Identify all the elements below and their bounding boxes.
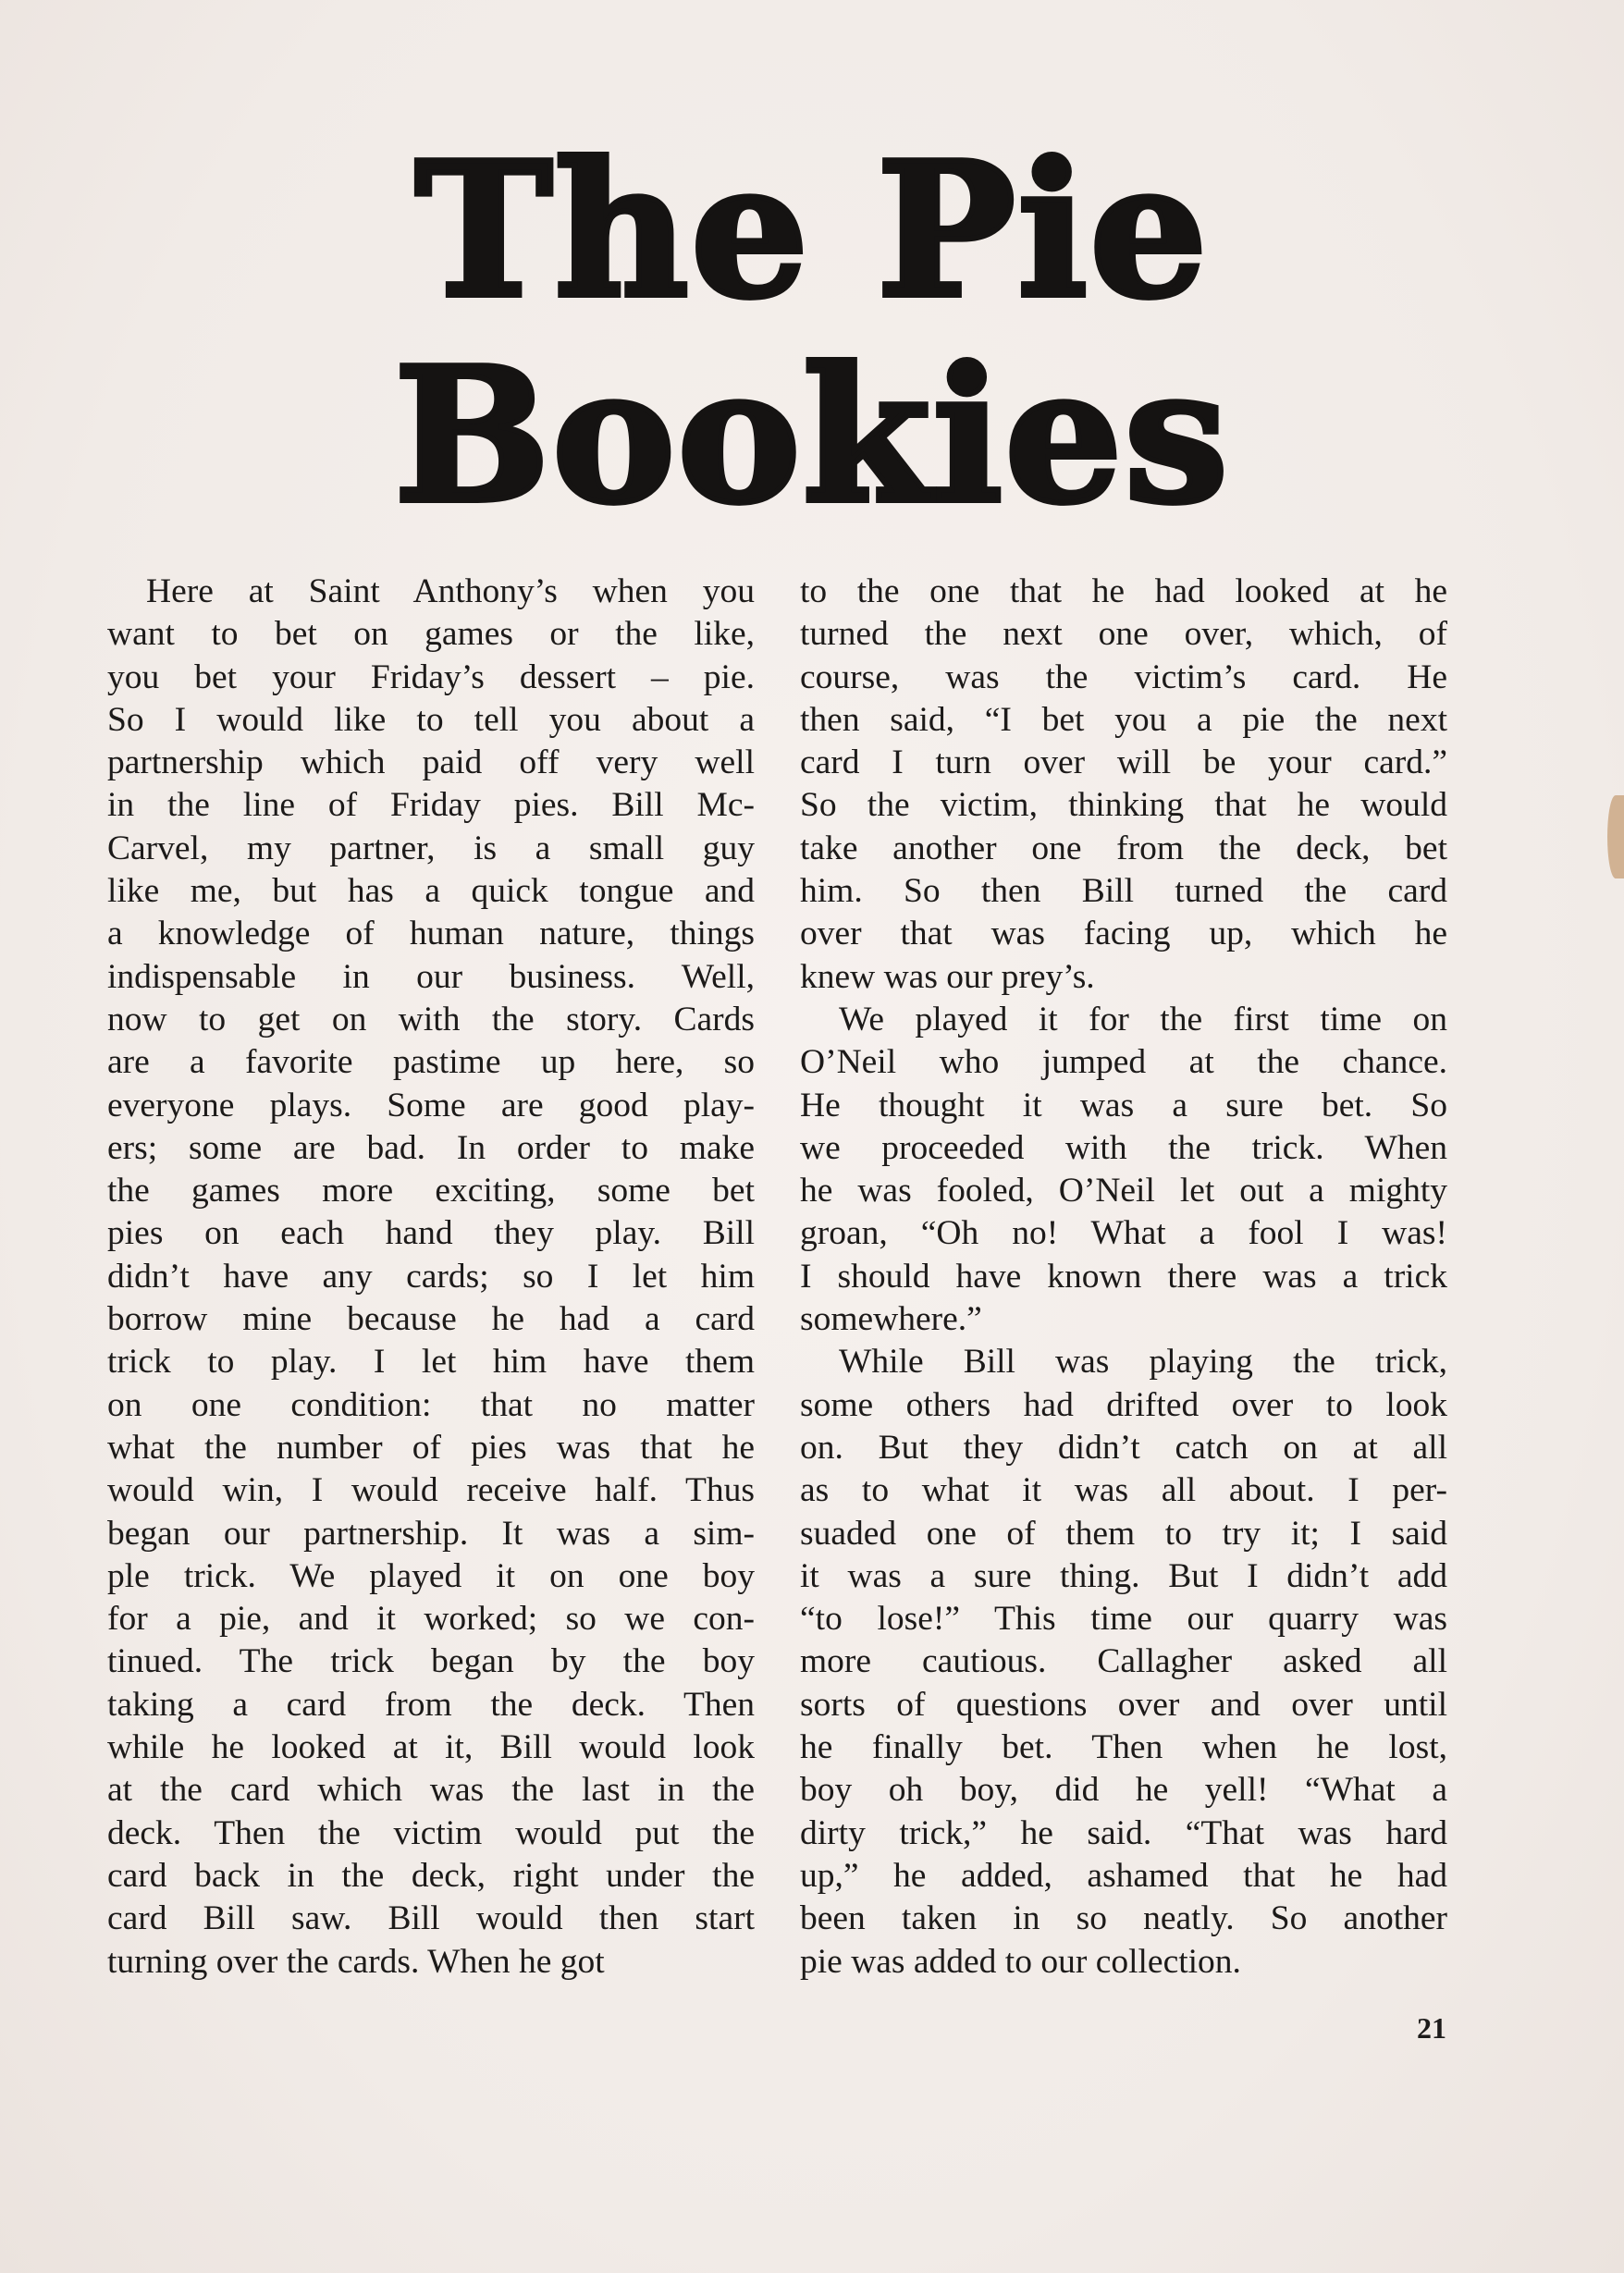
text-line: We played it for the first time on	[839, 1000, 1447, 1038]
text-line: he finally bet. Then when he lost,	[800, 1728, 1447, 1767]
text-line: want to bet on games or the like,	[107, 615, 755, 654]
text-line: like me, but has a quick tongue and	[107, 872, 755, 911]
text-line: course, was the victim’s card. He	[800, 657, 1447, 696]
text-line: the games more exciting, some bet	[107, 1172, 755, 1210]
text-line: So the victim, thinking that he would	[800, 786, 1447, 825]
text-line: for a pie, and it worked; so we con-	[107, 1600, 755, 1639]
text-line: O’Neil who jumped at the chance.	[800, 1043, 1447, 1082]
text-line: been taken in so neatly. So another	[800, 1899, 1447, 1938]
text-line: it was a sure thing. But I didn’t add	[800, 1556, 1447, 1595]
text-line: I should have known there was a trick	[800, 1257, 1447, 1296]
text-line: take another one from the deck, bet	[800, 829, 1447, 867]
article-title-line-2: Bookies	[393, 327, 1231, 545]
text-line: then said, “I bet you a pie the next	[800, 700, 1447, 739]
text-line: turned the next one over, which, of	[800, 615, 1447, 654]
text-line: what the number of pies was that he	[107, 1428, 755, 1467]
text-line: borrow mine because he had a card	[107, 1300, 755, 1339]
text-line: deck. Then the victim would put the	[107, 1813, 755, 1852]
text-line: pies on each hand they play. Bill	[107, 1214, 755, 1253]
text-line: card back in the deck, right under the	[107, 1856, 755, 1895]
article-title-line-1: The Pie	[414, 122, 1210, 339]
paper-stain	[1607, 795, 1624, 878]
text-line: tinued. The trick began by the boy	[107, 1642, 755, 1681]
text-line: while he looked at it, Bill would look	[107, 1728, 755, 1767]
text-line: somewhere.”	[800, 1300, 982, 1339]
text-line: card I turn over will be your card.”	[800, 743, 1447, 782]
text-line: He thought it was a sure bet. So	[800, 1086, 1447, 1124]
text-line: “to lose!” This time our quarry was	[800, 1600, 1447, 1639]
page-number: 21	[1417, 2011, 1446, 2045]
text-line: began our partnership. It was a sim-	[107, 1514, 755, 1553]
text-line: boy oh boy, did he yell! “What a	[800, 1771, 1447, 1810]
text-line: are a favorite pastime up here, so	[107, 1043, 755, 1082]
text-line: you bet your Friday’s dessert – pie.	[107, 657, 755, 696]
text-line: sorts of questions over and over until	[800, 1685, 1447, 1724]
text-line: dirty trick,” he said. “That was hard	[800, 1813, 1447, 1852]
text-line: ple trick. We played it on one boy	[107, 1556, 755, 1595]
text-line: didn’t have any cards; so I let him	[107, 1257, 755, 1296]
text-line: as to what it was all about. I per-	[800, 1471, 1447, 1510]
text-line: turning over the cards. When he got	[107, 1942, 605, 1981]
text-line: in the line of Friday pies. Bill Mc-	[107, 786, 755, 825]
text-line: we proceeded with the trick. When	[800, 1128, 1447, 1167]
text-line: suaded one of them to try it; I said	[800, 1514, 1447, 1553]
text-line: at the card which was the last in the	[107, 1771, 755, 1810]
text-line: Here at Saint Anthony’s when you	[146, 572, 755, 610]
text-line: he was fooled, O’Neil let out a mighty	[800, 1172, 1447, 1210]
text-line: everyone plays. Some are good play-	[107, 1086, 755, 1124]
text-line: over that was facing up, which he	[800, 915, 1447, 953]
text-line: partnership which paid off very well	[107, 743, 755, 782]
text-line: So I would like to tell you about a	[107, 700, 755, 739]
text-line: groan, “Oh no! What a fool I was!	[800, 1214, 1447, 1253]
text-line: pie was added to our collection.	[800, 1942, 1241, 1981]
text-line: knew was our prey’s.	[800, 957, 1095, 996]
text-line: card Bill saw. Bill would then start	[107, 1899, 755, 1938]
text-line: him. So then Bill turned the card	[800, 872, 1447, 911]
text-line: ers; some are bad. In order to make	[107, 1128, 755, 1167]
text-line: up,” he added, ashamed that he had	[800, 1856, 1447, 1895]
text-line: would win, I would receive half. Thus	[107, 1471, 755, 1510]
text-line: While Bill was playing the trick,	[839, 1343, 1447, 1382]
text-line: taking a card from the deck. Then	[107, 1685, 755, 1724]
text-line: some others had drifted over to look	[800, 1385, 1447, 1424]
text-line: more cautious. Callagher asked all	[800, 1642, 1447, 1681]
text-line: Carvel, my partner, is a small guy	[107, 829, 755, 867]
text-line: on. But they didn’t catch on at all	[800, 1428, 1447, 1467]
text-line: trick to play. I let him have them	[107, 1343, 755, 1382]
text-line: now to get on with the story. Cards	[107, 1000, 755, 1038]
text-line: to the one that he had looked at he	[800, 572, 1447, 610]
text-line: on one condition: that no matter	[107, 1385, 755, 1424]
text-line: indispensable in our business. Well,	[107, 957, 755, 996]
right-text-column	[800, 571, 1447, 1984]
left-text-column	[107, 571, 755, 1984]
text-line: a knowledge of human nature, things	[107, 915, 755, 953]
